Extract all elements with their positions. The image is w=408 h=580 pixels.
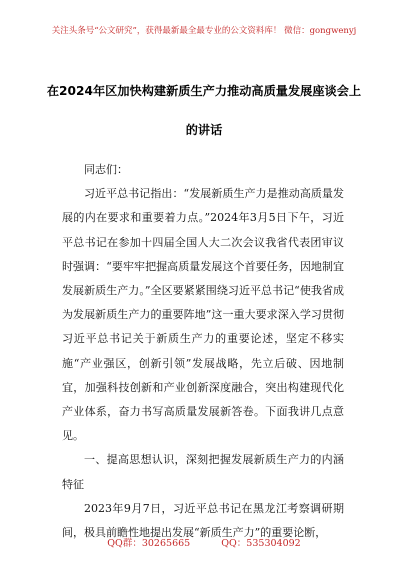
section-heading-1: 一、提高思想认识，深刻把握发展新质生产力的内涵特征 [62, 453, 344, 491]
header-promo-note: 关注头条号“公文研究”，获得最新最全最专业的公文资料库！ 微信：gongwenyj [51, 26, 357, 36]
footer-qq: QQ：535304092 [221, 538, 301, 549]
document-title-line-2: 的讲话 [185, 123, 223, 137]
paragraph-intro: 习近平总书记指出：“发展新质生产力是推动高质量发展的内在要求和重要着力点。”2024年3月5日下午，习近平总书记在参加十四届全国人大二次会议我省代表团审议时强调：“要牢牢把握高质量发展这个首要任务，因地制宜发展新质生产力。”全区要紧紧围绕习近平总书记“使我省成为发展新质生产力的重要阵地”这一重大要求深入学习贯彻习近平总书记关于新质生产力的重要论述，坚定不移实施“产业强区，创新引领”发展战略，先立后破、因地制宜，加强科技创新和产业创新深度融合，突出构建现代化产业体系，奋力书写高质量发展新答卷。下面我讲几点意见。 [62, 187, 344, 443]
greeting: 同志们： [84, 163, 128, 176]
document-body [62, 158, 344, 545]
document-title-line-1: 在2024年区加快构建新质生产力推动高质量发展座谈会上 [46, 84, 362, 98]
footer-qq-group: QQ群：30265665 [107, 538, 191, 549]
footer-contact [0, 535, 408, 549]
paragraph-section-1: 2023年9月7日，习近平总书记在黑龙江考察调研期间，极具前瞻性地提出发展“新质生产力”的重要论断， [62, 501, 344, 540]
